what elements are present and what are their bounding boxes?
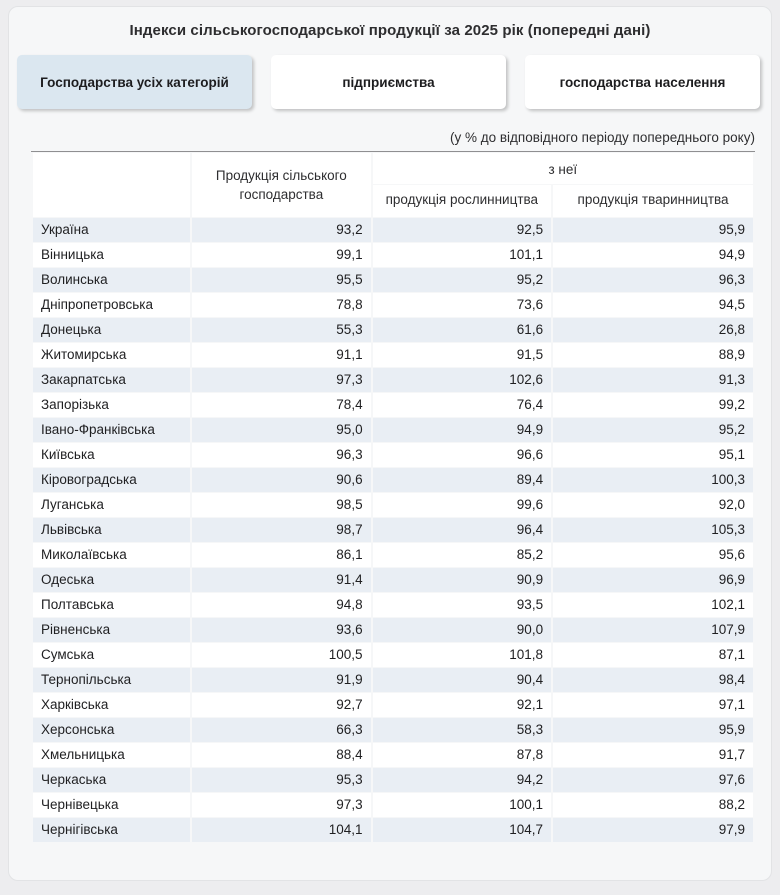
category-tabs [17, 55, 760, 109]
value-cell: 95,1 [553, 443, 753, 467]
table-row [33, 593, 753, 617]
value-cell: 78,4 [192, 393, 371, 417]
value-cell: 90,0 [373, 618, 552, 642]
value-cell: 91,3 [553, 368, 753, 392]
value-cell: 94,2 [373, 768, 552, 792]
value-cell: 94,9 [553, 243, 753, 267]
table-row [33, 468, 753, 492]
table-row [33, 368, 753, 392]
region-cell: Кіровоградська [33, 468, 190, 492]
table-row [33, 443, 753, 467]
value-cell: 61,6 [373, 318, 552, 342]
value-cell: 95,2 [373, 268, 552, 292]
units-note: (у % до відповідного періоду попереднього року) [449, 130, 755, 145]
value-cell: 26,8 [553, 318, 753, 342]
table-row [33, 393, 753, 417]
value-cell: 90,6 [192, 468, 371, 492]
value-cell: 90,4 [373, 668, 552, 692]
region-cell: Чернігівська [33, 818, 190, 842]
value-cell: 95,9 [553, 218, 753, 242]
header-livestock-production: продукція тваринництва [553, 185, 753, 217]
table-row [33, 568, 753, 592]
region-cell: Київська [33, 443, 190, 467]
value-cell: 107,9 [553, 618, 753, 642]
value-cell: 97,3 [192, 368, 371, 392]
value-cell: 91,5 [373, 343, 552, 367]
value-cell: 97,1 [553, 693, 753, 717]
value-cell: 93,5 [373, 593, 552, 617]
value-cell: 96,9 [553, 568, 753, 592]
value-cell: 91,7 [553, 743, 753, 767]
region-cell: Закарпатська [33, 368, 190, 392]
tab-households[interactable]: господарства населення [525, 55, 760, 109]
table-row [33, 318, 753, 342]
value-cell: 95,2 [553, 418, 753, 442]
value-cell: 85,2 [373, 543, 552, 567]
table-row [33, 693, 753, 717]
value-cell: 98,5 [192, 493, 371, 517]
region-cell: Львівська [33, 518, 190, 542]
page [0, 6, 780, 895]
indices-table [31, 152, 755, 843]
value-cell: 93,6 [192, 618, 371, 642]
region-cell: Чернівецька [33, 793, 190, 817]
header-product-total: Продукція сільського господарства [192, 153, 371, 217]
table-row [33, 518, 753, 542]
table-row [33, 718, 753, 742]
value-cell: 104,7 [373, 818, 552, 842]
value-cell: 95,6 [553, 543, 753, 567]
table-row [33, 418, 753, 442]
table-row [33, 743, 753, 767]
table-header [33, 153, 753, 217]
value-cell: 95,0 [192, 418, 371, 442]
value-cell: 105,3 [553, 518, 753, 542]
region-cell: Волинська [33, 268, 190, 292]
value-cell: 92,5 [373, 218, 552, 242]
header-crop-production: продукція рослинництва [373, 185, 552, 217]
value-cell: 95,3 [192, 768, 371, 792]
region-cell: Херсонська [33, 718, 190, 742]
value-cell: 88,2 [553, 793, 753, 817]
value-cell: 94,8 [192, 593, 371, 617]
table-row [33, 668, 753, 692]
value-cell: 92,0 [553, 493, 753, 517]
region-cell: Хмельницька [33, 743, 190, 767]
table-row [33, 793, 753, 817]
value-cell: 55,3 [192, 318, 371, 342]
table-row [33, 243, 753, 267]
value-cell: 73,6 [373, 293, 552, 317]
table-container [31, 151, 755, 843]
value-cell: 91,9 [192, 668, 371, 692]
region-cell: Вінницька [33, 243, 190, 267]
value-cell: 94,5 [553, 293, 753, 317]
value-cell: 98,4 [553, 668, 753, 692]
value-cell: 96,3 [192, 443, 371, 467]
value-cell: 91,4 [192, 568, 371, 592]
region-cell: Одеська [33, 568, 190, 592]
value-cell: 104,1 [192, 818, 371, 842]
value-cell: 66,3 [192, 718, 371, 742]
value-cell: 99,2 [553, 393, 753, 417]
tab-all-categories[interactable]: Господарства усіх категорій [17, 55, 252, 109]
value-cell: 89,4 [373, 468, 552, 492]
value-cell: 87,1 [553, 643, 753, 667]
table-body [33, 218, 753, 842]
region-cell: Україна [33, 218, 190, 242]
table-row [33, 268, 753, 292]
value-cell: 78,8 [192, 293, 371, 317]
value-cell: 87,8 [373, 743, 552, 767]
table-row [33, 643, 753, 667]
widget-card [8, 6, 772, 881]
table-row [33, 293, 753, 317]
value-cell: 99,6 [373, 493, 552, 517]
value-cell: 95,5 [192, 268, 371, 292]
table-row [33, 493, 753, 517]
table-row [33, 768, 753, 792]
value-cell: 96,3 [553, 268, 753, 292]
region-cell: Запорізька [33, 393, 190, 417]
value-cell: 92,7 [192, 693, 371, 717]
value-cell: 92,1 [373, 693, 552, 717]
region-cell: Миколаївська [33, 543, 190, 567]
value-cell: 88,9 [553, 343, 753, 367]
region-cell: Сумська [33, 643, 190, 667]
value-cell: 91,1 [192, 343, 371, 367]
value-cell: 100,1 [373, 793, 552, 817]
header-region [33, 153, 190, 217]
value-cell: 102,6 [373, 368, 552, 392]
region-cell: Житомирська [33, 343, 190, 367]
region-cell: Дніпропетровська [33, 293, 190, 317]
value-cell: 101,8 [373, 643, 552, 667]
value-cell: 90,9 [373, 568, 552, 592]
table-row [33, 543, 753, 567]
region-cell: Луганська [33, 493, 190, 517]
value-cell: 99,1 [192, 243, 371, 267]
region-cell: Рівненська [33, 618, 190, 642]
value-cell: 76,4 [373, 393, 552, 417]
value-cell: 97,9 [553, 818, 753, 842]
table-section [31, 130, 755, 843]
value-cell: 93,2 [192, 218, 371, 242]
value-cell: 96,6 [373, 443, 552, 467]
region-cell: Полтавська [33, 593, 190, 617]
table-row [33, 618, 753, 642]
region-cell: Тернопільська [33, 668, 190, 692]
value-cell: 102,1 [553, 593, 753, 617]
header-group: з неї [373, 153, 753, 184]
value-cell: 96,4 [373, 518, 552, 542]
value-cell: 100,3 [553, 468, 753, 492]
value-cell: 101,1 [373, 243, 552, 267]
table-row [33, 343, 753, 367]
tab-enterprises[interactable]: підприємства [271, 55, 506, 109]
region-cell: Черкаська [33, 768, 190, 792]
value-cell: 98,7 [192, 518, 371, 542]
value-cell: 58,3 [373, 718, 552, 742]
region-cell: Харківська [33, 693, 190, 717]
region-cell: Донецька [33, 318, 190, 342]
value-cell: 97,3 [192, 793, 371, 817]
table-row [33, 218, 753, 242]
value-cell: 100,5 [192, 643, 371, 667]
value-cell: 97,6 [553, 768, 753, 792]
value-cell: 88,4 [192, 743, 371, 767]
value-cell: 94,9 [373, 418, 552, 442]
page-title: Індекси сільськогосподарської продукції за 2025 рік (попередні дані) [129, 22, 651, 39]
region-cell: Івано-Франківська [33, 418, 190, 442]
value-cell: 86,1 [192, 543, 371, 567]
table-row [33, 818, 753, 842]
value-cell: 95,9 [553, 718, 753, 742]
